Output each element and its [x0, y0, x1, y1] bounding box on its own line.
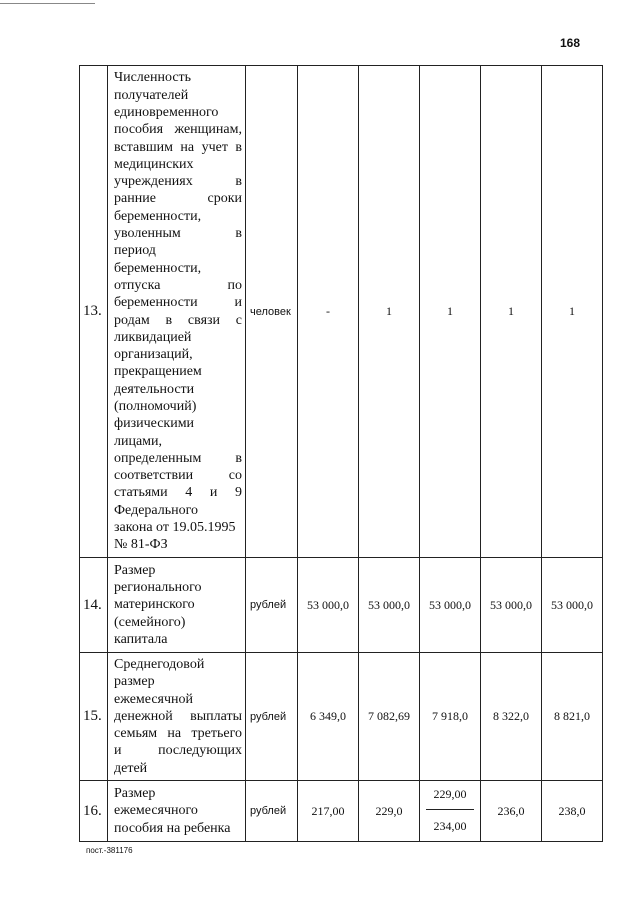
value-cell: 1 [481, 66, 542, 558]
description-line: Среднегодовой [114, 657, 205, 672]
value-cell: 7 082,69 [359, 653, 420, 781]
page-number: 168 [560, 36, 581, 50]
split-divider [426, 809, 474, 810]
description-line: медицинских [114, 156, 194, 172]
description-line: ранние сроки [114, 191, 242, 207]
top-rule [0, 3, 95, 4]
split-value-cell [420, 781, 481, 842]
split-value-upper: 229,00 [433, 787, 467, 802]
description-line: Численность [114, 70, 192, 86]
description-line: беременности, [114, 208, 202, 224]
description-line: денежной выплаты [114, 708, 242, 724]
row-description [108, 66, 246, 558]
table-row [80, 66, 603, 558]
split-value [420, 781, 480, 841]
description-line: уволенным в [114, 226, 242, 242]
description-line: семьям на третьего [114, 726, 242, 742]
description-line: организаций, [114, 347, 193, 363]
value-cell: 236,0 [481, 781, 542, 842]
description-line: соответствии со [114, 468, 242, 484]
value-cell: 1 [359, 66, 420, 558]
description-line: вставшим на учет в [114, 139, 242, 155]
row-description [108, 558, 246, 653]
value-cell: 53 000,0 [420, 558, 481, 653]
footer-code: пост.-381176 [86, 846, 133, 855]
description-line: отпуска по [114, 277, 242, 293]
description-line: детей [114, 760, 148, 776]
value-cell: 8 821,0 [542, 653, 603, 781]
value-cell: 8 322,0 [481, 653, 542, 781]
description-line: капитала [114, 631, 168, 647]
description-line: родам в связи с [114, 312, 242, 328]
description-line: размер [114, 674, 155, 690]
description-line: беременности, [114, 260, 202, 276]
value-cell: 217,00 [298, 781, 359, 842]
description-line: физическими [114, 416, 195, 432]
description-line: (семейного) [114, 614, 186, 630]
table-row [80, 653, 603, 781]
value-cell: 7 918,0 [420, 653, 481, 781]
row-unit: человек [246, 66, 298, 558]
value-cell: 53 000,0 [359, 558, 420, 653]
description-line: получателей [114, 87, 189, 103]
split-value-lower: 234,00 [433, 819, 467, 834]
description-line: лицами, [114, 433, 163, 449]
row-number: 16. [80, 781, 108, 842]
description-line: ликвидацией [114, 329, 192, 345]
description-line: (полномочий) [114, 398, 197, 414]
description-line: прекращением [114, 364, 202, 380]
description-line: учреждениях в [114, 174, 242, 190]
description-line: Размер [114, 562, 156, 578]
value-cell: 53 000,0 [481, 558, 542, 653]
value-cell: 1 [542, 66, 603, 558]
row-number: 14. [80, 558, 108, 653]
value-cell: 53 000,0 [542, 558, 603, 653]
row-description [108, 653, 246, 781]
value-cell: 1 [420, 66, 481, 558]
description-line: ежемесячного [114, 803, 198, 819]
description-line: пособия женщинам, [114, 122, 242, 138]
description-line: Размер [114, 786, 156, 802]
value-cell: - [298, 66, 359, 558]
row-unit: рублей [246, 781, 298, 842]
value-cell: 238,0 [542, 781, 603, 842]
row-unit: рублей [246, 558, 298, 653]
description-line: закона от 19.05.1995 [114, 520, 236, 536]
description-line: № 81-ФЗ [114, 537, 168, 553]
table-row [80, 781, 603, 842]
description-line: статьями 4 и 9 [114, 485, 242, 501]
table-row [80, 558, 603, 653]
row-number: 15. [80, 653, 108, 781]
description-line: деятельности [114, 381, 195, 397]
row-description [108, 781, 246, 842]
description-line: и последующих [114, 743, 242, 759]
value-cell: 229,0 [359, 781, 420, 842]
description-line: материнского [114, 597, 195, 613]
row-number: 13. [80, 66, 108, 558]
description-line: регионального [114, 580, 202, 596]
description-line: ежемесячной [114, 691, 194, 707]
description-line: период [114, 243, 156, 259]
description-line: единовременного [114, 104, 219, 120]
data-table [79, 65, 603, 842]
description-line: беременности и [114, 295, 242, 311]
description-line: пособия на ребенка [114, 820, 231, 836]
value-cell: 53 000,0 [298, 558, 359, 653]
description-line: определенным в [114, 450, 242, 466]
value-cell: 6 349,0 [298, 653, 359, 781]
row-unit: рублей [246, 653, 298, 781]
description-line: Федерального [114, 502, 199, 518]
